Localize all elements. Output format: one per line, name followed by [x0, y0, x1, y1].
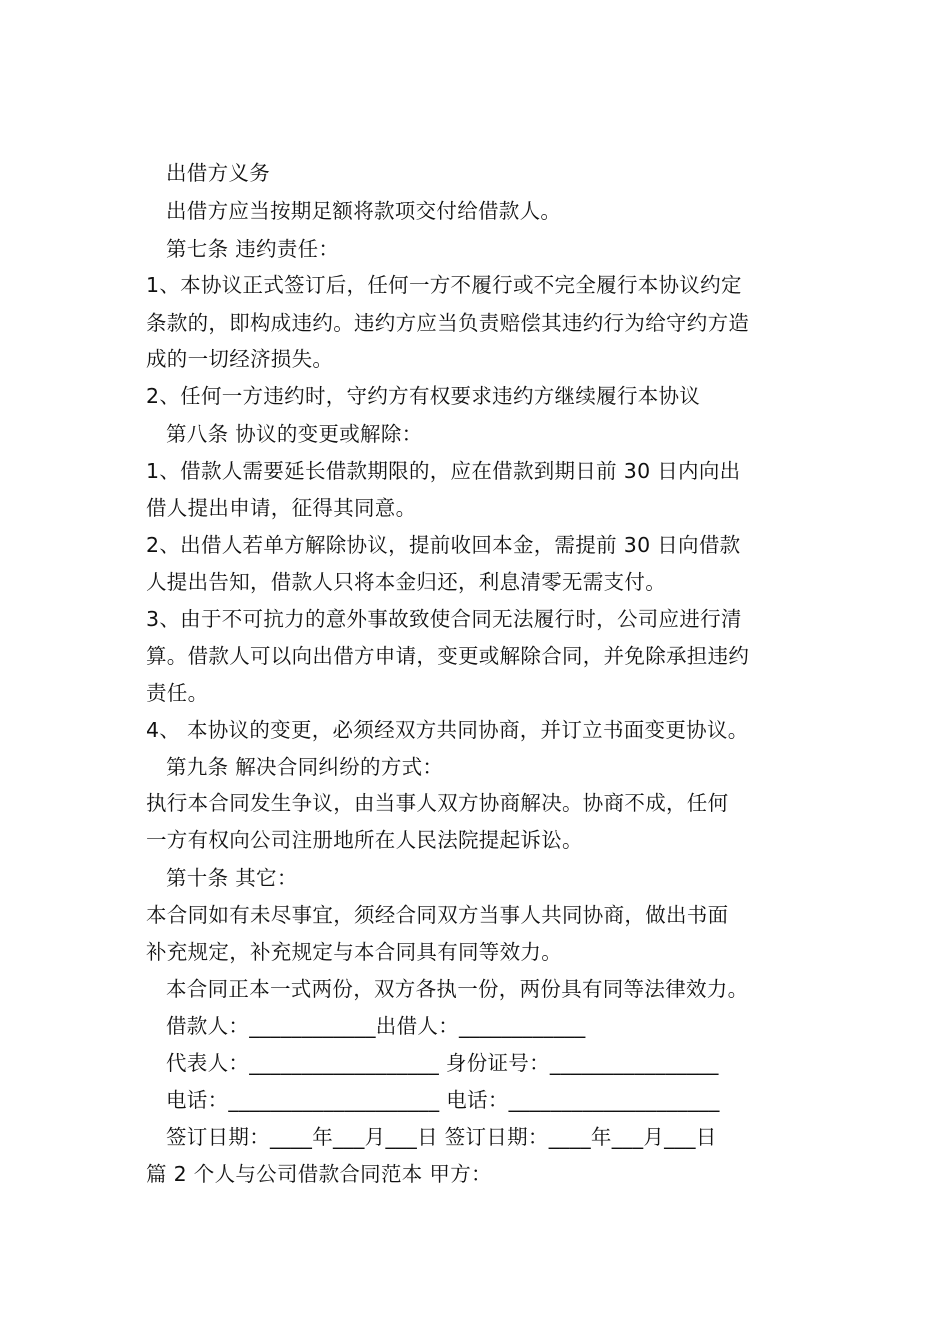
paragraph-line: 1、本协议正式签订后，任何一方不履行或不完全履行本协议约定	[146, 273, 742, 297]
article-heading: 第七条 违约责任：	[166, 237, 340, 261]
article-heading: 第九条 解决合同纠纷的方式：	[166, 755, 444, 779]
article-heading: 第十条 其它：	[166, 866, 298, 890]
paragraph-line: 责任。	[146, 681, 209, 705]
signature-line-date: 签订日期：____年___月___日 签订日期：____年___月___日	[166, 1125, 717, 1149]
paragraph-line: 1、借款人需要延长借款期限的，应在借款到期日前 30 日内向出	[146, 459, 741, 483]
next-section-heading: 篇 2 个人与公司借款合同范本 甲方：	[146, 1162, 492, 1186]
signature-line-representative: 代表人：__________________ 身份证号：________________	[166, 1051, 719, 1075]
section-heading: 出借方义务	[166, 161, 270, 185]
paragraph-line: 本合同正本一式两份，双方各执一份，两份具有同等法律效力。	[166, 977, 749, 1001]
paragraph-line: 执行本合同发生争议，由当事人双方协商解决。协商不成，任何	[146, 791, 729, 815]
paragraph-line: 借人提出申请，征得其同意。	[146, 496, 417, 520]
paragraph-line: 4、 本协议的变更，必须经双方共同协商，并订立书面变更协议。	[146, 718, 749, 742]
signature-line-parties: 借款人：____________出借人：____________	[166, 1014, 586, 1038]
paragraph-line: 条款的，即构成违约。违约方应当负责赔偿其违约行为给守约方造	[146, 311, 750, 335]
paragraph-line: 本合同如有未尽事宜，须经合同双方当事人共同协商，做出书面	[146, 903, 729, 927]
paragraph-line: 人提出告知，借款人只将本金归还，利息清零无需支付。	[146, 570, 666, 594]
paragraph-line: 算。借款人可以向出借方申请，变更或解除合同，并免除承担违约	[146, 644, 750, 668]
signature-line-phone: 电话：____________________ 电话：____________________	[166, 1088, 720, 1112]
paragraph-line: 2、出借人若单方解除协议，提前收回本金，需提前 30 日向借款	[146, 533, 741, 557]
paragraph-line: 补充规定，补充规定与本合同具有同等效力。	[146, 940, 562, 964]
article-heading: 第八条 协议的变更或解除：	[166, 422, 423, 446]
paragraph-line: 出借方应当按期足额将款项交付给借款人。	[166, 199, 562, 223]
paragraph-line: 2、任何一方违约时，守约方有权要求违约方继续履行本协议	[146, 384, 701, 408]
paragraph-line: 一方有权向公司注册地所在人民法院提起诉讼。	[146, 828, 583, 852]
paragraph-line: 成的一切经济损失。	[146, 347, 334, 371]
paragraph-line: 3、由于不可抗力的意外事故致使合同无法履行时，公司应进行清	[146, 607, 742, 631]
